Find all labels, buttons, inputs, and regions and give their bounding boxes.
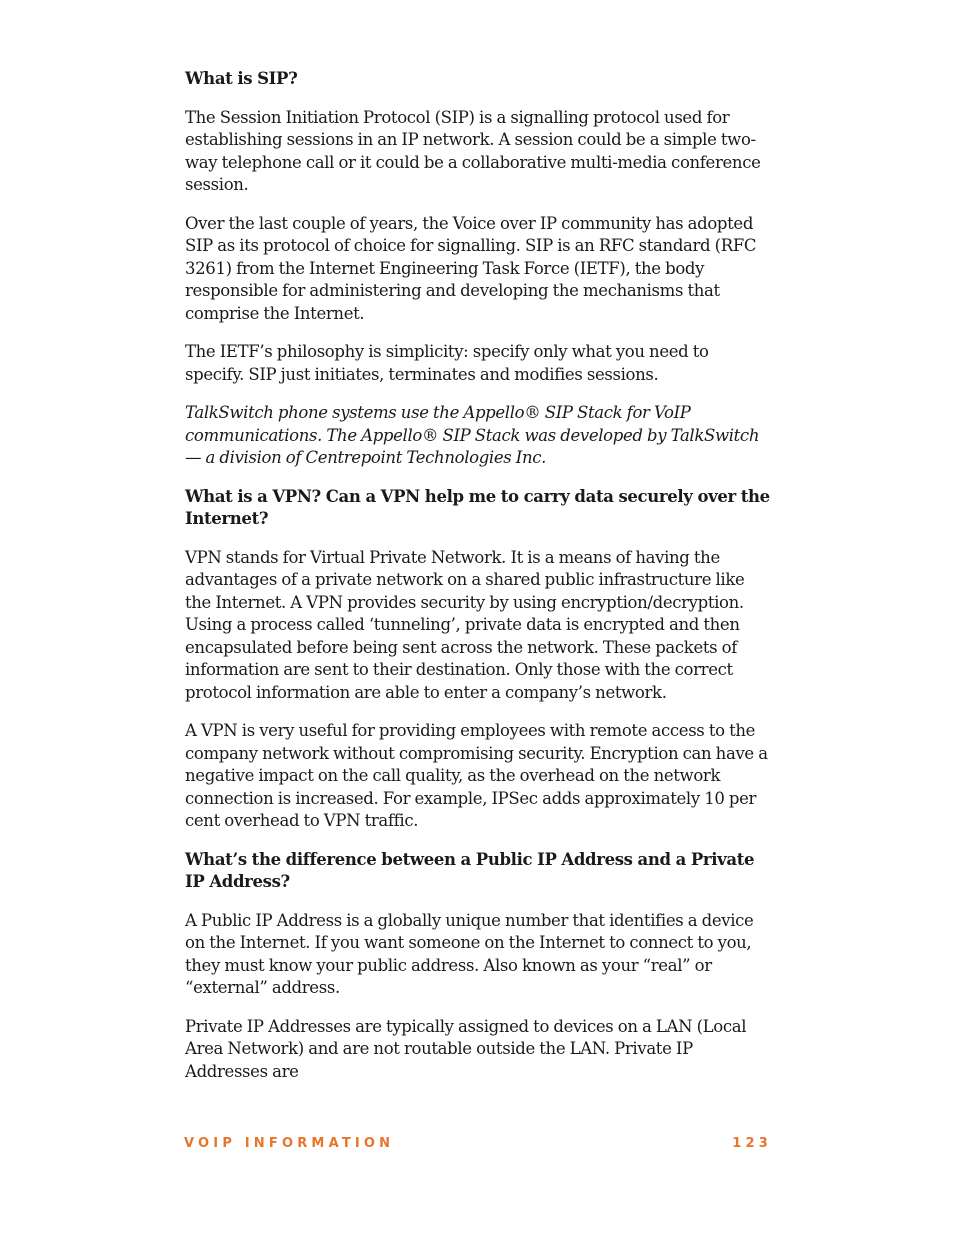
footer-section-name: VOIP INFORMATION [184,1136,395,1151]
paragraph: The Session Initiation Protocol (SIP) is a signalling protocol used for establishing sessions in an IP network. A session could be a simple two-way telephone call or it could be a collaborative multi-media conference session. [185,107,761,194]
page-content [185,68,770,1099]
paragraph: VPN stands for Virtual Private Network. It is a means of having the advantages of a private network on a shared public infrastructure like the Internet. A VPN provides security by using encryption/decryption. Using a process called ‘tunneling’, private data is encrypted and then encapsulated before being sent across the network. These packets of information are sent to their destination. Only those with the correct protocol information are able to enter a company’s network. [185,547,745,702]
italic-note: TalkSwitch phone systems use the Appello® SIP Stack for VoIP communications. The Appello® SIP Stack was developed by TalkSwitch — a division of Centrepoint Technologies Inc. [185,403,760,467]
paragraph: A Public IP Address is a globally unique number that identifies a device on the Internet. If you want someone on the Internet to connect to you, they must know your public address. Also known as your “real” or “external” address. [185,910,754,997]
paragraph: The IETF’s philosophy is simplicity: specify only what you need to specify. SIP just initiates, terminates and modifies sessions. [185,342,709,384]
paragraph: Private IP Addresses are typically assigned to devices on a LAN (Local Area Network) and are not routable outside the LAN. Private IP Addresses are [185,1016,747,1081]
paragraph: A VPN is very useful for providing employees with remote access to the company network without compromising security. Encryption can have a negative impact on the call quality, as the overhead on the network connection is increased. For example, IPSec adds approximately 10 per cent overhead to VPN traffic. [185,721,768,830]
heading-public-vs-private-ip: What’s the difference between a Public IP Address and a Private IP Address? [185,849,755,891]
heading-what-is-vpn: What is a VPN? Can a VPN help me to carry data securely over the Internet? [185,486,770,528]
paragraph: Over the last couple of years, the Voice over IP community has adopted SIP as its protocol of choice for signalling. SIP is an RFC standard (RFC 3261) from the Internet Engineering Task Force (IETF), the body responsible for administering and developing the mechanisms that comprise the Internet. [185,213,757,323]
heading-what-is-sip: What is SIP? [185,69,298,88]
page-number: 123 [732,1136,772,1151]
page-footer [184,1136,772,1156]
